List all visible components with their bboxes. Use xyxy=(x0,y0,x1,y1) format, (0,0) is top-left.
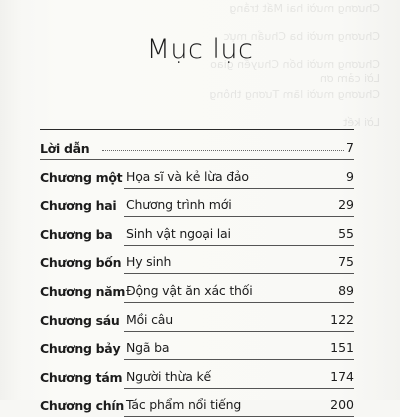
page-number: 55 xyxy=(338,225,354,241)
entry-underline xyxy=(124,302,354,303)
page-title: Mục lục xyxy=(146,34,254,65)
chapter-label: Chương bảy xyxy=(40,341,121,357)
page-number: 9 xyxy=(346,168,354,184)
chapter-label: Lời dẫn xyxy=(40,141,90,156)
entry-underline xyxy=(124,331,354,332)
toc-entry[interactable] xyxy=(40,338,354,360)
chapter-title: Sinh vật ngoại lai xyxy=(126,225,231,241)
page-number: 75 xyxy=(338,254,354,270)
chapter-label: Chương sáu xyxy=(40,312,120,328)
page-number: 7 xyxy=(346,140,354,155)
page-number: 122 xyxy=(330,311,354,327)
toc-entry[interactable] xyxy=(40,367,354,389)
ghost-line: Chương mười hai Mất trắng xyxy=(229,2,380,15)
toc-entry[interactable] xyxy=(40,252,354,274)
ghost-line: Chương mười bốn Chuyển giao xyxy=(210,58,380,71)
toc-entry[interactable] xyxy=(40,224,354,246)
chapter-label: Chương ba xyxy=(40,226,113,242)
toc-entry[interactable] xyxy=(40,195,354,217)
toc-entry[interactable] xyxy=(40,395,354,417)
page-number: 200 xyxy=(330,397,354,413)
chapter-title: Người thừa kế xyxy=(126,368,212,384)
page-number: 151 xyxy=(330,340,354,356)
entry-underline xyxy=(124,245,354,246)
chapter-label: Chương chín xyxy=(40,398,124,414)
page-number: 29 xyxy=(338,197,354,213)
chapter-title: Họa sĩ và kẻ lừa đảo xyxy=(126,168,249,184)
top-rule xyxy=(40,129,354,130)
chapter-label: Chương bốn xyxy=(40,255,122,271)
toc-entry[interactable] xyxy=(40,167,354,189)
chapter-title: Chương trình mới xyxy=(126,197,232,213)
chapter-title: Hy sinh xyxy=(126,254,172,270)
chapter-title: Động vật ăn xác thối xyxy=(126,283,253,298)
chapter-title: Ngã ba xyxy=(126,340,170,356)
ghost-line: Lời kết xyxy=(343,116,380,129)
chapter-label: Chương tám xyxy=(40,369,123,385)
dot-leader xyxy=(102,150,344,151)
toc-entry[interactable] xyxy=(40,138,354,160)
entry-underline xyxy=(40,159,354,160)
chapter-label: Chương một xyxy=(40,169,123,185)
entry-underline xyxy=(124,188,354,189)
toc-entry[interactable] xyxy=(40,281,354,303)
page-number: 174 xyxy=(330,368,354,384)
ghost-line: Chương mười lăm Tương thông xyxy=(209,88,380,101)
page-number: 89 xyxy=(338,283,354,298)
chapter-title: Mồi câu xyxy=(126,311,173,327)
chapter-label: Chương năm xyxy=(40,284,126,299)
chapter-title: Tác phẩm nổi tiếng xyxy=(126,397,242,413)
entry-underline xyxy=(124,216,354,217)
toc-entry[interactable] xyxy=(40,310,354,332)
chapter-label: Chương hai xyxy=(40,198,117,214)
entry-underline xyxy=(124,359,354,360)
ghost-line: Chương mười ba Chuẩn mực xyxy=(223,30,380,43)
entry-underline xyxy=(124,273,354,274)
entry-underline xyxy=(124,388,354,389)
ghost-line: Lời cảm ơn xyxy=(319,72,380,85)
